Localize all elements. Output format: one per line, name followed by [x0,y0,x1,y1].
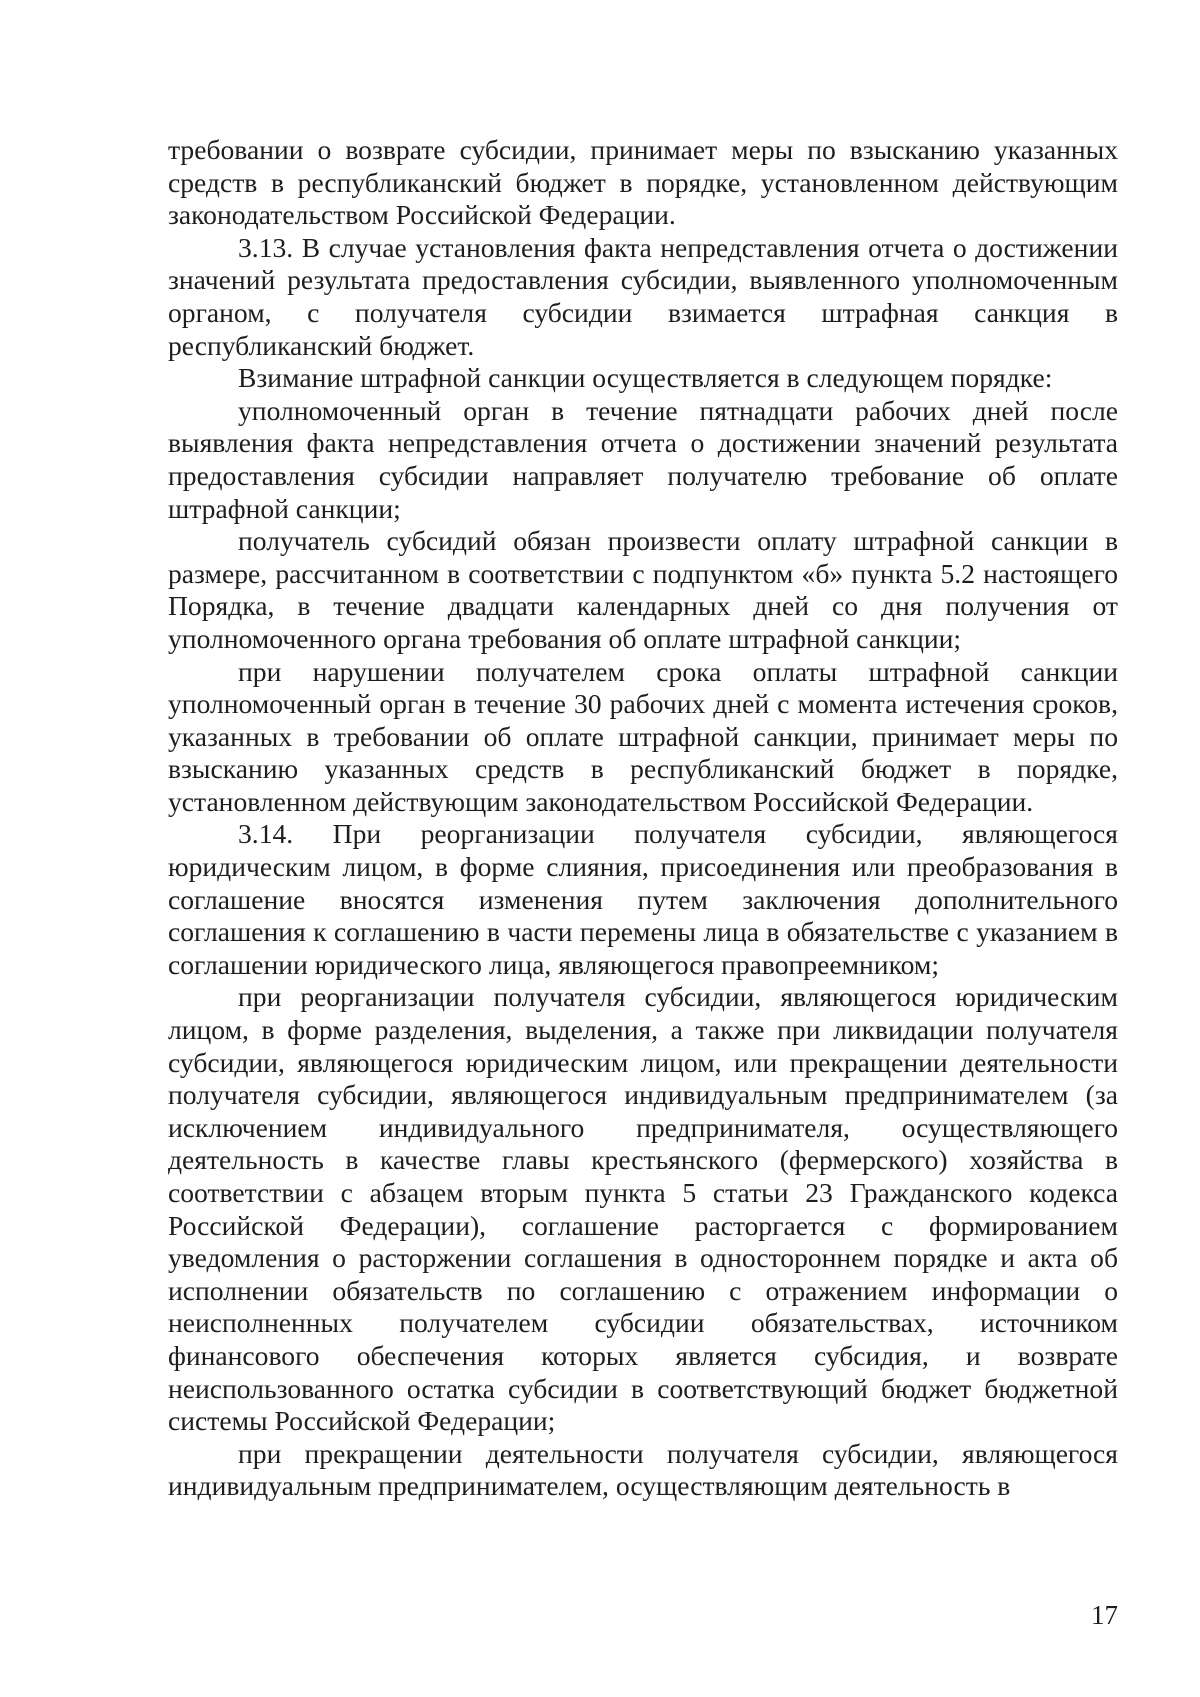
paragraph-continuation: требовании о возврате субсидии, принимает меры по взысканию указанных средств в республиканский бюджет в порядке, установленном действующим законодательством Российской Федерации. [168,134,1118,231]
paragraph-entrepreneur-termination: при прекращении деятельности получателя субсидии, являющегося индивидуальным предпринимателем, осуществляющим деятельность в [168,1437,1118,1502]
page-number: 17 [1091,1600,1118,1630]
paragraph-penalty-procedure: Взимание штрафной санкции осуществляется в следующем порядке: [238,362,1053,394]
document-body [168,134,1118,1503]
paragraph-recipient-payment: получатель субсидий обязан произвести оплату штрафной санкции в размере, рассчитанном в соответствии с подпунктом «б» пункта 5.2 настоящего Порядка, в течение двадцати календарных дней со дня получения от уполномоченного органа требования об оплате штрафной санкции; [168,525,1118,654]
paragraph-payment-violation: при нарушении получателем срока оплаты штрафной санкции уполномоченный орган в течение 30 рабочих дней с момента истечения сроков, указанных в требовании об оплате штрафной санкции, принимает меры по взысканию указанных средств в республиканский бюджет в порядке, установленном действующим законодательством Российской Федерации. [168,655,1118,817]
paragraph-authority-requirement: уполномоченный орган в течение пятнадцати рабочих дней после выявления факта непредставления отчета о достижении значений результата предоставления субсидии направляет получателю требование об оплате штрафной санкции; [168,394,1118,524]
paragraph-reorganization-termination: при реорганизации получателя субсидии, являющегося юридическим лицом, в форме разделения, выделения, а также при ликвидации получателя субсидии, являющегося юридическим лицом, или прекращении деятельности получателя субсидии, являющегося индивидуальным предпринимателем (за исключением индивидуального предпринимателя, осуществляющего деятельность в качестве главы крестьянского (фермерского) хозяйства в соответствии с абзацем вторым пункта 5 статьи 23 Гражданского кодекса Российской Федерации), соглашение расторгается с формированием уведомления о расторжении соглашения в одностороннем порядке и акта об исполнении обязательств по соглашению с отражением информации о неисполненных получателем субсидии обязательствах, источником финансового обеспечения которых является субсидия, и возврате неиспользованного остатка субсидии в соответствующий бюджет бюджетной системы Российской Федерации; [168,981,1118,1437]
paragraph-3-13: 3.13. В случае установления факта непредставления отчета о достижении значений результата предоставления субсидии, выявленного уполномоченным органом, с получателя субсидии взимается штрафная санкция в республиканский бюджет. [168,231,1118,361]
paragraph-3-14: 3.14. При реорганизации получателя субсидии, являющегося юридическим лицом, в форме слияния, присоединения или преобразования в соглашение вносятся изменения путем заключения дополнительного соглашения к соглашению в части перемены лица в обязательстве с указанием в соглашении юридического лица, являющегося правопреемником; [168,818,1118,980]
